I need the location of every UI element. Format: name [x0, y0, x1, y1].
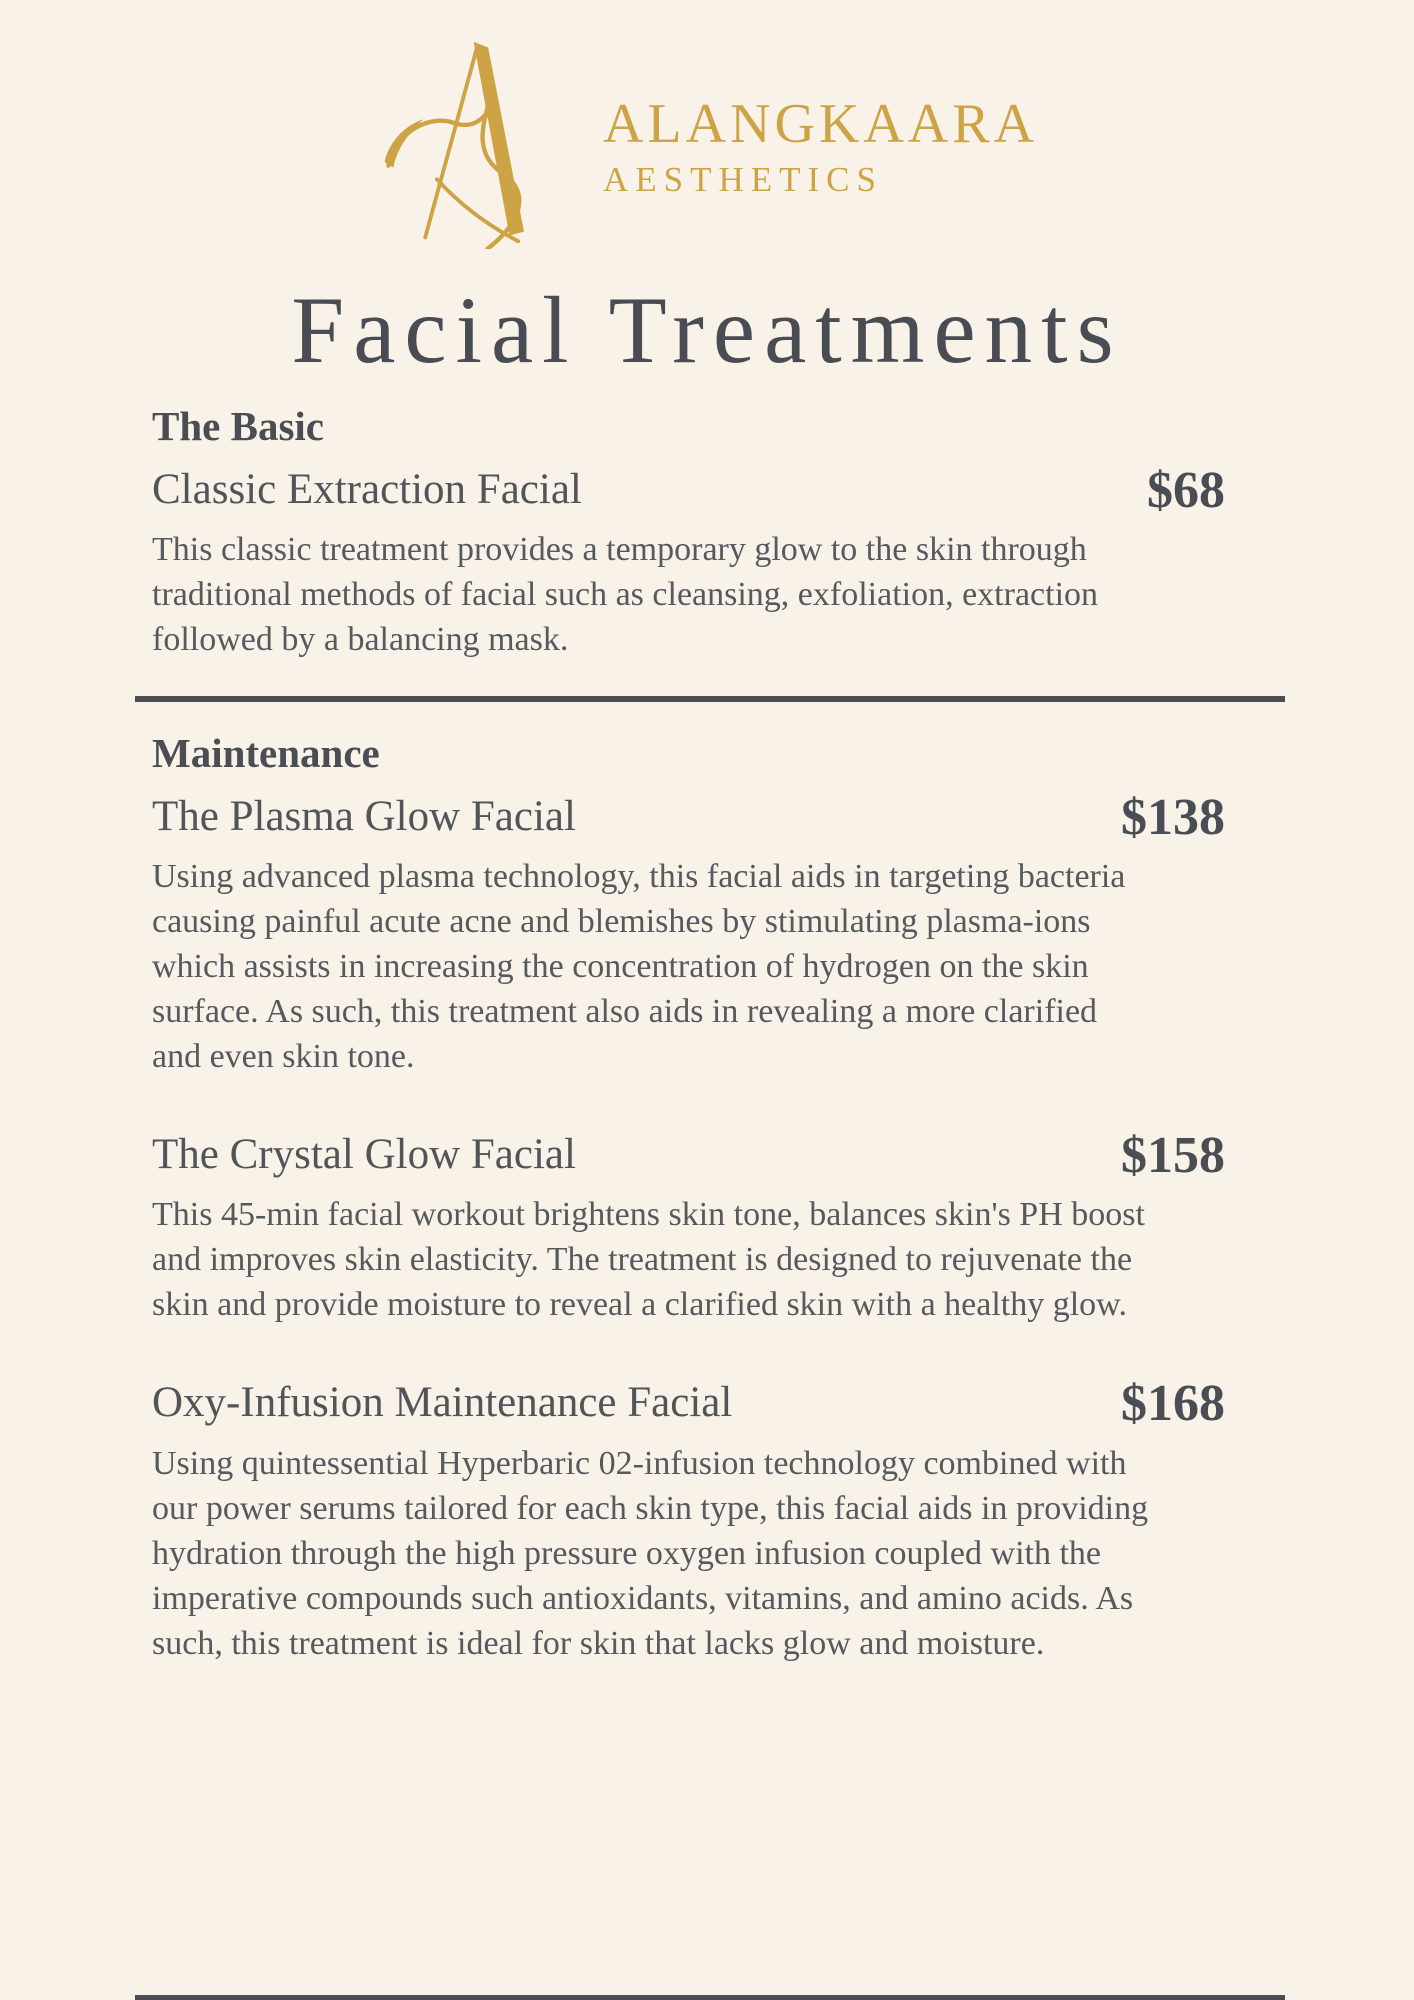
item-description: Using quintessential Hyperbaric 02-infusion technology combined with our power serums tailored for each skin type, this facial aids in providing hydration through the high pressure oxygen infusion coupled with the imperative compounds such antioxidants, vitamins, and amino acids. As such, this treatment is ideal for skin that lacks glow and moisture.	[152, 1444, 1149, 1662]
item-name: The Crystal Glow Facial	[152, 1131, 576, 1179]
item-head	[152, 461, 1225, 519]
item-description: Using advanced plasma technology, this facial aids in targeting bacteria causing painful acute acne and blemishes by stimulating plasma-ions which assists in increasing the concentration of hydrogen on the skin surface. As such, this treatment also aids in revealing a more clarified and even skin tone.	[152, 858, 1126, 1076]
brand-name: ALANGKAARA	[602, 93, 1039, 155]
section-heading: Maintenance	[152, 729, 380, 776]
item-head	[152, 1129, 1225, 1184]
item-name: The Plasma Glow Facial	[152, 792, 576, 840]
menu-item-oxy-infusion	[152, 1377, 1285, 1665]
item-price: $168	[1121, 1375, 1225, 1433]
menu-item-classic-extraction	[152, 461, 1285, 662]
section-the-basic	[152, 403, 1285, 702]
monogram-a-swirl-icon	[376, 34, 581, 249]
menu-item-plasma-glow	[152, 788, 1285, 1079]
item-head	[152, 788, 1225, 846]
page-title: Facial Treatments	[291, 277, 1123, 383]
item-description: This 45-min facial workout brightens skin tone, balances skin's PH boost and improves skin elasticity. The treatment is designed to rejuvenate the skin and provide moisture to reveal a clarified skin with a healthy glow.	[152, 1196, 1145, 1324]
item-price: $68	[1147, 461, 1225, 519]
bottom-divider	[135, 1995, 1285, 2000]
item-price: $138	[1121, 788, 1225, 846]
brand-logo	[0, 0, 1414, 270]
item-price: $158	[1121, 1127, 1225, 1185]
menu-content	[152, 403, 1285, 1666]
item-name: Oxy-Infusion Maintenance Facial	[152, 1379, 733, 1427]
section-maintenance	[152, 730, 1285, 1666]
section-divider	[135, 696, 1285, 702]
item-name: Classic Extraction Facial	[152, 465, 582, 513]
brand-text	[602, 93, 1039, 200]
brand-tagline: AESTHETICS	[602, 160, 883, 199]
menu-item-crystal-glow	[152, 1129, 1285, 1327]
item-head	[152, 1377, 1225, 1432]
section-heading: The Basic	[152, 402, 324, 449]
item-description: This classic treatment provides a temporary glow to the skin through traditional methods of facial such as cleansing, exfoliation, extraction followed by a balancing mask.	[152, 530, 1099, 658]
